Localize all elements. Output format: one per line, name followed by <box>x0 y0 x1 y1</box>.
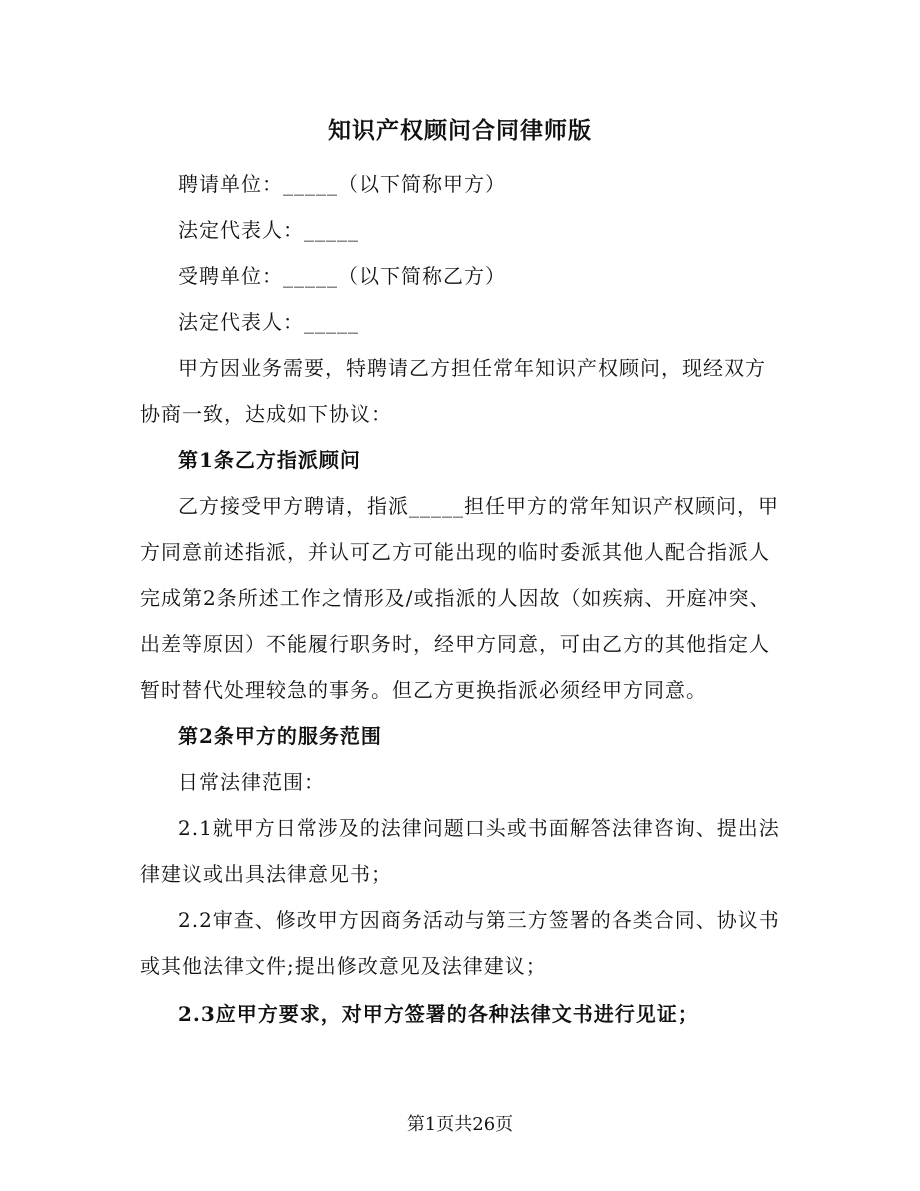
daily-scope-label: 日常法律范围： <box>178 770 325 794</box>
rep-b-line: 法定代表人：_____ <box>178 310 359 334</box>
article-2-title: 第2条甲方的服务范围 <box>178 724 382 748</box>
item-2-3: 2.3应甲方要求，对甲方签署的各种法律文书进行见证； <box>178 1002 699 1026</box>
article-1-line-1: 乙方接受甲方聘请，指派_____担任甲方的常年知识产权顾问，甲 <box>178 494 779 518</box>
item-2-1-line-2: 律建议或出具法律意见书； <box>140 862 392 886</box>
article-1-line-2: 方同意前述指派，并认可乙方可能出现的临时委派其他人配合指派人 <box>140 540 770 564</box>
party-b-line: 受聘单位：_____（以下简称乙方） <box>178 264 506 288</box>
rep-a-line: 法定代表人：_____ <box>178 218 359 242</box>
intro-line-1: 甲方因业务需要，特聘请乙方担任常年知识产权顾问，现经双方 <box>178 356 766 380</box>
intro-line-2: 协商一致，达成如下协议： <box>140 402 392 426</box>
document-title: 知识产权顾问合同律师版 <box>328 117 592 144</box>
article-1-line-4: 出差等原因）不能履行职务时，经甲方同意，可由乙方的其他指定人 <box>140 632 770 656</box>
party-a-line: 聘请单位：_____（以下简称甲方） <box>178 172 506 196</box>
page-number: 第1页共26页 <box>406 1114 514 1135</box>
article-1-line-3: 完成第2条所述工作之情形及/或指派的人因故（如疾病、开庭冲突、 <box>140 586 771 610</box>
item-2-1-line-1: 2.1就甲方日常涉及的法律问题口头或书面解答法律咨询、提出法 <box>178 816 780 840</box>
article-1-title: 第1条乙方指派顾问 <box>178 448 361 472</box>
article-1-line-5: 暂时替代处理较急的事务。但乙方更换指派必须经甲方同意。 <box>140 678 707 702</box>
item-2-2-line-2: 或其他法律文件;提出修改意见及法律建议； <box>140 954 547 978</box>
item-2-2-line-1: 2.2审查、修改甲方因商务活动与第三方签署的各类合同、协议书 <box>178 908 780 932</box>
